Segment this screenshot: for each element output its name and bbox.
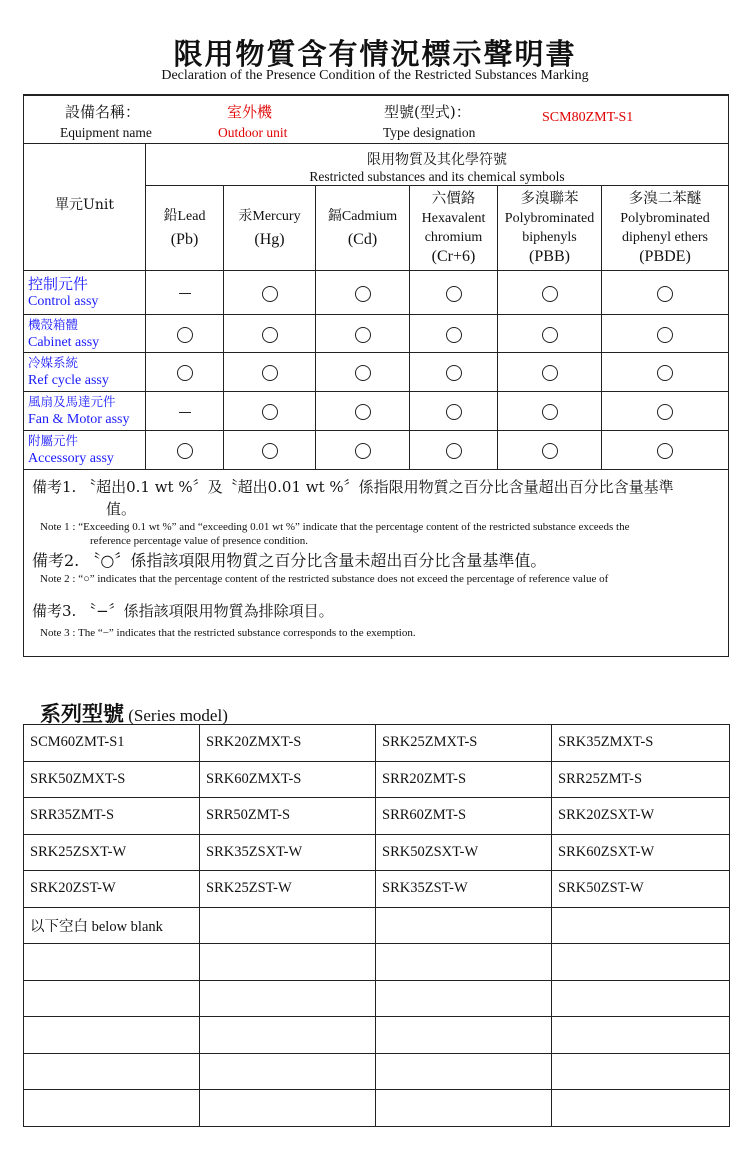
present-below-threshold-mark: [355, 286, 371, 302]
present-below-threshold-mark: [262, 404, 278, 420]
mark-cell: [316, 392, 410, 431]
present-below-threshold-mark: [446, 365, 462, 381]
mark-cell: [498, 315, 602, 353]
substance-lead-name: 鉛Lead: [163, 209, 206, 224]
restricted-header: [146, 144, 729, 186]
substance-cadmium-name: 鎘Cadmium: [327, 209, 398, 224]
note-1-en: [40, 520, 720, 548]
series-model-cell: [376, 1053, 552, 1090]
mark-cell: [146, 315, 224, 353]
mark-cell: [602, 431, 729, 470]
substance-pbb-symbol: (PBB): [529, 248, 570, 265]
present-below-threshold-mark: [446, 404, 462, 420]
series-model-cell: SRK25ZST-W: [200, 871, 376, 908]
table-row: [24, 271, 729, 315]
note-3-zh: 備考3. 〝−〞係指該項限用物質為排除項目。: [32, 602, 334, 620]
equipment-row: [24, 95, 729, 144]
series-model-cell: SRR60ZMT-S: [376, 798, 552, 835]
present-below-threshold-mark: [446, 327, 462, 343]
mark-cell: [224, 392, 316, 431]
row-label-zh: 附屬元件: [28, 433, 79, 448]
series-model-cell: SRK35ZST-W: [376, 871, 552, 908]
mark-cell: [224, 315, 316, 353]
substance-pbde-en: Polybrominated diphenyl ethers: [620, 211, 710, 245]
substance-mercury-name: 汞Mercury: [238, 209, 301, 224]
exemption-mark: [179, 412, 191, 413]
series-model-cell: 以下空白 below blank: [24, 907, 200, 944]
type-designation-value: SCM80ZMT-S1: [542, 110, 634, 125]
note-1-zh-cont: 值。: [106, 500, 137, 518]
series-model-cell: [24, 1090, 200, 1127]
table-row: [24, 431, 729, 470]
note-2-zh: 備考2. 〝○〞係指該項限用物質之百分比含量未超出百分比含量基準值。: [32, 551, 547, 570]
series-model-cell: [376, 944, 552, 981]
present-below-threshold-mark: [262, 327, 278, 343]
series-model-cell: [552, 1017, 730, 1054]
series-model-cell: [376, 1090, 552, 1127]
row-label-zh: 風扇及馬達元件: [28, 394, 116, 409]
table-row: [24, 1017, 730, 1054]
series-model-cell: [552, 944, 730, 981]
table-row: [24, 834, 730, 871]
series-model-body: [24, 725, 730, 1127]
unit-header: 單元Unit: [24, 144, 146, 271]
present-below-threshold-mark: [542, 365, 558, 381]
substance-pbb-en: Polybrominated biphenyls: [504, 211, 595, 245]
series-model-cell: [376, 1017, 552, 1054]
series-model-cell: SRR50ZMT-S: [200, 798, 376, 835]
table-row: [24, 761, 730, 798]
present-below-threshold-mark: [355, 365, 371, 381]
substance-cadmium: [316, 186, 410, 271]
mark-cell: [498, 431, 602, 470]
present-below-threshold-mark: [177, 443, 193, 459]
mark-cell: [316, 431, 410, 470]
page-title: 限用物質含有情況標示聲明書: [173, 37, 577, 71]
present-below-threshold-mark: [355, 327, 371, 343]
note-3-en: Note 3 : The “−” indicates that the restricted substance corresponds to the exemption.: [40, 627, 416, 639]
present-below-threshold-mark: [657, 404, 673, 420]
series-model-cell: SRK50ZSXT-W: [376, 834, 552, 871]
series-model-cell: [200, 907, 376, 944]
present-below-threshold-mark: [262, 365, 278, 381]
type-designation-label-en: Type designation: [383, 125, 476, 140]
series-model-cell: [24, 944, 200, 981]
mark-cell: [146, 392, 224, 431]
series-model-cell: SCM60ZMT-S1: [24, 725, 200, 762]
page-subtitle: Declaration of the Presence Condition of the Restricted Substances Marking: [161, 68, 589, 83]
mark-cell: [224, 431, 316, 470]
row-label-en: Accessory assy: [28, 451, 114, 466]
table-row: [24, 1053, 730, 1090]
series-model-table: [23, 724, 730, 1127]
series-model-cell: [200, 1017, 376, 1054]
mark-cell: [498, 392, 602, 431]
series-model-cell: SRK60ZSXT-W: [552, 834, 730, 871]
substance-lead: [146, 186, 224, 271]
restricted-header-zh: 限用物質及其化學符號: [367, 151, 507, 168]
exemption-mark: [179, 293, 191, 294]
present-below-threshold-mark: [262, 286, 278, 302]
mark-cell: [146, 431, 224, 470]
substance-hexavalent-chromium: [410, 186, 498, 271]
table-row: [24, 353, 729, 392]
series-model-cell: SRK35ZMXT-S: [552, 725, 730, 762]
series-model-cell: [200, 980, 376, 1017]
series-model-cell: SRR20ZMT-S: [376, 761, 552, 798]
row-label: [24, 431, 146, 470]
mark-cell: [410, 271, 498, 315]
note-1-en-line: Note 1 : “Exceeding 0.1 wt %” and “exceeding 0.01 wt %” indicate that the percentage content of the restricted substance exceeds the: [40, 521, 630, 533]
table-row: [24, 315, 729, 353]
equipment-name-label-zh: 設備名稱：: [65, 103, 141, 121]
table-row: [24, 944, 730, 981]
series-model-cell: SRR25ZMT-S: [552, 761, 730, 798]
series-model-cell: [376, 907, 552, 944]
substance-mercury: [224, 186, 316, 271]
mark-cell: [602, 315, 729, 353]
present-below-threshold-mark: [542, 443, 558, 459]
present-below-threshold-mark: [355, 443, 371, 459]
present-below-threshold-mark: [657, 443, 673, 459]
substance-chromium-en: Hexavalent chromium: [421, 211, 486, 245]
note-1-en-cont: reference percentage value of presence condition.: [90, 535, 309, 547]
series-model-cell: SRK35ZSXT-W: [200, 834, 376, 871]
series-model-cell: SRK50ZST-W: [552, 871, 730, 908]
row-label-en: Ref cycle assy: [28, 373, 109, 388]
restricted-header-row: [24, 144, 729, 186]
equipment-cell: [24, 95, 729, 144]
mark-cell: [316, 353, 410, 392]
series-model-cell: [552, 907, 730, 944]
series-model-cell: SRK25ZMXT-S: [376, 725, 552, 762]
table-row: [24, 798, 730, 835]
substance-pbb: [498, 186, 602, 271]
mark-cell: [602, 271, 729, 315]
series-model-cell: SRR35ZMT-S: [24, 798, 200, 835]
substance-pbde-symbol: (PBDE): [639, 248, 691, 265]
restricted-header-en: Restricted substances and its chemical symbols: [309, 168, 565, 184]
note-2-en: Note 2 : “○” indicates that the percentage content of the restricted substance does not exceed the percentage of reference value of: [40, 573, 609, 585]
series-model-cell: [200, 1053, 376, 1090]
series-model-cell: [200, 944, 376, 981]
present-below-threshold-mark: [177, 365, 193, 381]
mark-cell: [498, 353, 602, 392]
equipment-name-value-zh: 室外機: [227, 103, 273, 121]
present-below-threshold-mark: [446, 443, 462, 459]
substance-mercury-symbol: (Hg): [254, 231, 285, 248]
mark-cell: [410, 431, 498, 470]
note-1-zh: 備考1. 〝超出0.1 wt %〞及〝超出0.01 wt %〞係指限用物質之百分比含量超出百分比含量基準: [32, 478, 674, 496]
series-model-cell: [24, 1053, 200, 1090]
table-row: [24, 725, 730, 762]
mark-cell: [224, 353, 316, 392]
substance-lead-symbol: (Pb): [170, 231, 199, 248]
mark-cell: [498, 271, 602, 315]
mark-cell: [410, 392, 498, 431]
notes-cell: [24, 470, 729, 657]
row-label: [24, 392, 146, 431]
substance-cadmium-symbol: (Cd): [347, 231, 378, 248]
series-model-cell: SRK20ZST-W: [24, 871, 200, 908]
equipment-name-label-en: Equipment name: [60, 125, 152, 140]
series-model-cell: SRK20ZMXT-S: [200, 725, 376, 762]
type-designation-label-zh: 型號(型式)：: [384, 103, 471, 121]
mark-cell: [410, 315, 498, 353]
present-below-threshold-mark: [542, 404, 558, 420]
series-title-zh: 系列型號: [40, 702, 124, 726]
mark-cell: [316, 315, 410, 353]
equipment-name-value-en: Outdoor unit: [218, 125, 288, 140]
mark-cell: [602, 353, 729, 392]
row-label-en: Fan & Motor assy: [28, 412, 130, 427]
series-model-cell: [552, 1053, 730, 1090]
series-model-cell: [24, 980, 200, 1017]
table-row: [24, 392, 729, 431]
row-label: [24, 353, 146, 392]
table-row: [24, 871, 730, 908]
substance-pbde-zh: 多溴二苯醚: [628, 191, 702, 207]
row-label-zh: 機殼箱體: [28, 316, 79, 332]
series-model-cell: [24, 1017, 200, 1054]
row-label: [24, 271, 146, 315]
present-below-threshold-mark: [542, 327, 558, 343]
mark-cell: [316, 271, 410, 315]
series-model-cell: [552, 1090, 730, 1127]
substance-pbde: [602, 186, 729, 271]
substance-chromium-zh: 六價鉻: [431, 191, 476, 207]
present-below-threshold-mark: [446, 286, 462, 302]
series-model-cell: SRK50ZMXT-S: [24, 761, 200, 798]
present-below-threshold-mark: [262, 443, 278, 459]
row-label-en: Control assy: [28, 293, 99, 309]
substance-chromium-symbol: (Cr+6): [431, 248, 476, 265]
mark-cell: [146, 271, 224, 315]
mark-cell: [410, 353, 498, 392]
table-row: [24, 980, 730, 1017]
series-model-cell: SRK25ZSXT-W: [24, 834, 200, 871]
present-below-threshold-mark: [177, 327, 193, 343]
row-label-en: Cabinet assy: [28, 334, 100, 350]
table-row: [24, 907, 730, 944]
series-model-cell: [552, 980, 730, 1017]
present-below-threshold-mark: [657, 286, 673, 302]
declaration-table: [23, 94, 729, 657]
present-below-threshold-mark: [657, 327, 673, 343]
series-title-en: (Series model): [128, 706, 228, 725]
mark-cell: [602, 392, 729, 431]
substance-pbb-zh: 多溴聯苯: [520, 191, 579, 207]
table-row: [24, 1090, 730, 1127]
row-label-zh: 控制元件: [28, 274, 89, 293]
present-below-threshold-mark: [355, 404, 371, 420]
present-below-threshold-mark: [657, 365, 673, 381]
series-model-cell: [200, 1090, 376, 1127]
row-label: [24, 315, 146, 353]
series-model-cell: SRK60ZMXT-S: [200, 761, 376, 798]
mark-cell: [224, 271, 316, 315]
present-below-threshold-mark: [542, 286, 558, 302]
notes-row: [24, 470, 729, 657]
mark-cell: [146, 353, 224, 392]
series-model-cell: [376, 980, 552, 1017]
row-label-zh: 冷媒系統: [28, 355, 79, 370]
series-model-cell: SRK20ZSXT-W: [552, 798, 730, 835]
